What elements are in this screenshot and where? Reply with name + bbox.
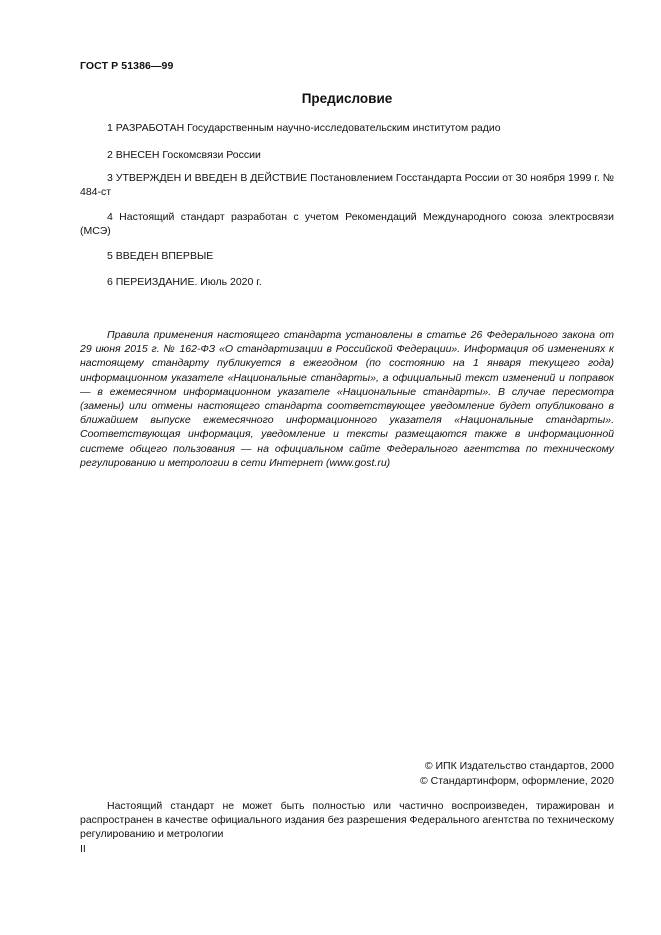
preface-item-2: 2 ВНЕСЕН Госкомсвязи России (107, 149, 261, 161)
preface-item-3: 3 УТВЕРЖДЕН И ВВЕДЕН В ДЕЙСТВИЕ Постановлением Госстандарта России от 30 ноября 1999 г. № 484-ст (80, 172, 614, 198)
page-number: II (80, 843, 86, 855)
reproduction-rights-notice: Настоящий стандарт не может быть полностью или частично воспроизведен, тиражирован и распространен в качестве официального издания без разрешения Федерального агентства по техническому регулированию и метрологии (80, 800, 614, 840)
standard-code-header: ГОСТ Р 51386—99 (80, 60, 174, 72)
copyright-block (420, 759, 614, 788)
preface-item-5: 5 ВВЕДЕН ВПЕРВЫЕ (107, 250, 214, 262)
preface-item-6: 6 ПЕРЕИЗДАНИЕ. Июль 2020 г. (107, 276, 262, 288)
copyright-line-1: © ИПК Издательство стандартов, 2000 (424, 760, 614, 772)
copyright-line-2: © Стандартинформ, оформление, 2020 (419, 774, 614, 787)
preface-title: Предисловие (301, 91, 393, 106)
preface-item-4: 4 Настоящий стандарт разработан с учетом Рекомендаций Международного союза электросвязи (МСЭ) (80, 211, 614, 237)
preface-item-1: 1 РАЗРАБОТАН Государственным научно-исследовательским институтом радио (107, 122, 501, 134)
application-rules-notice: Правила применения настоящего стандарта установлены в статье 26 Федерального закона от 29 июня 2015 г. № 162-ФЗ «О стандартизации в Российской Федерации». Информация об изменениях к настоящему стандарту публикуется в ежегодном (по состоянию на 1 января текущего года) информационном указателе «Национальные стандарты», а официальный текст изменений и поправок — в ежемесячном информационном указателе «Национальные стандарты». В случае пересмотра (замены) или отмены настоящего стандарта соответствующее уведомление будет опубликовано в ближайшем выпуске ежемесячного информационного указателя «Национальные стандарты». Соответствующая информация, уведомление и тексты размещаются также в информационной системе общего пользования — на официальном сайте Федерального агентства по техническому регулированию и метрологии в сети Интернет (www.gost.ru) (80, 329, 614, 469)
